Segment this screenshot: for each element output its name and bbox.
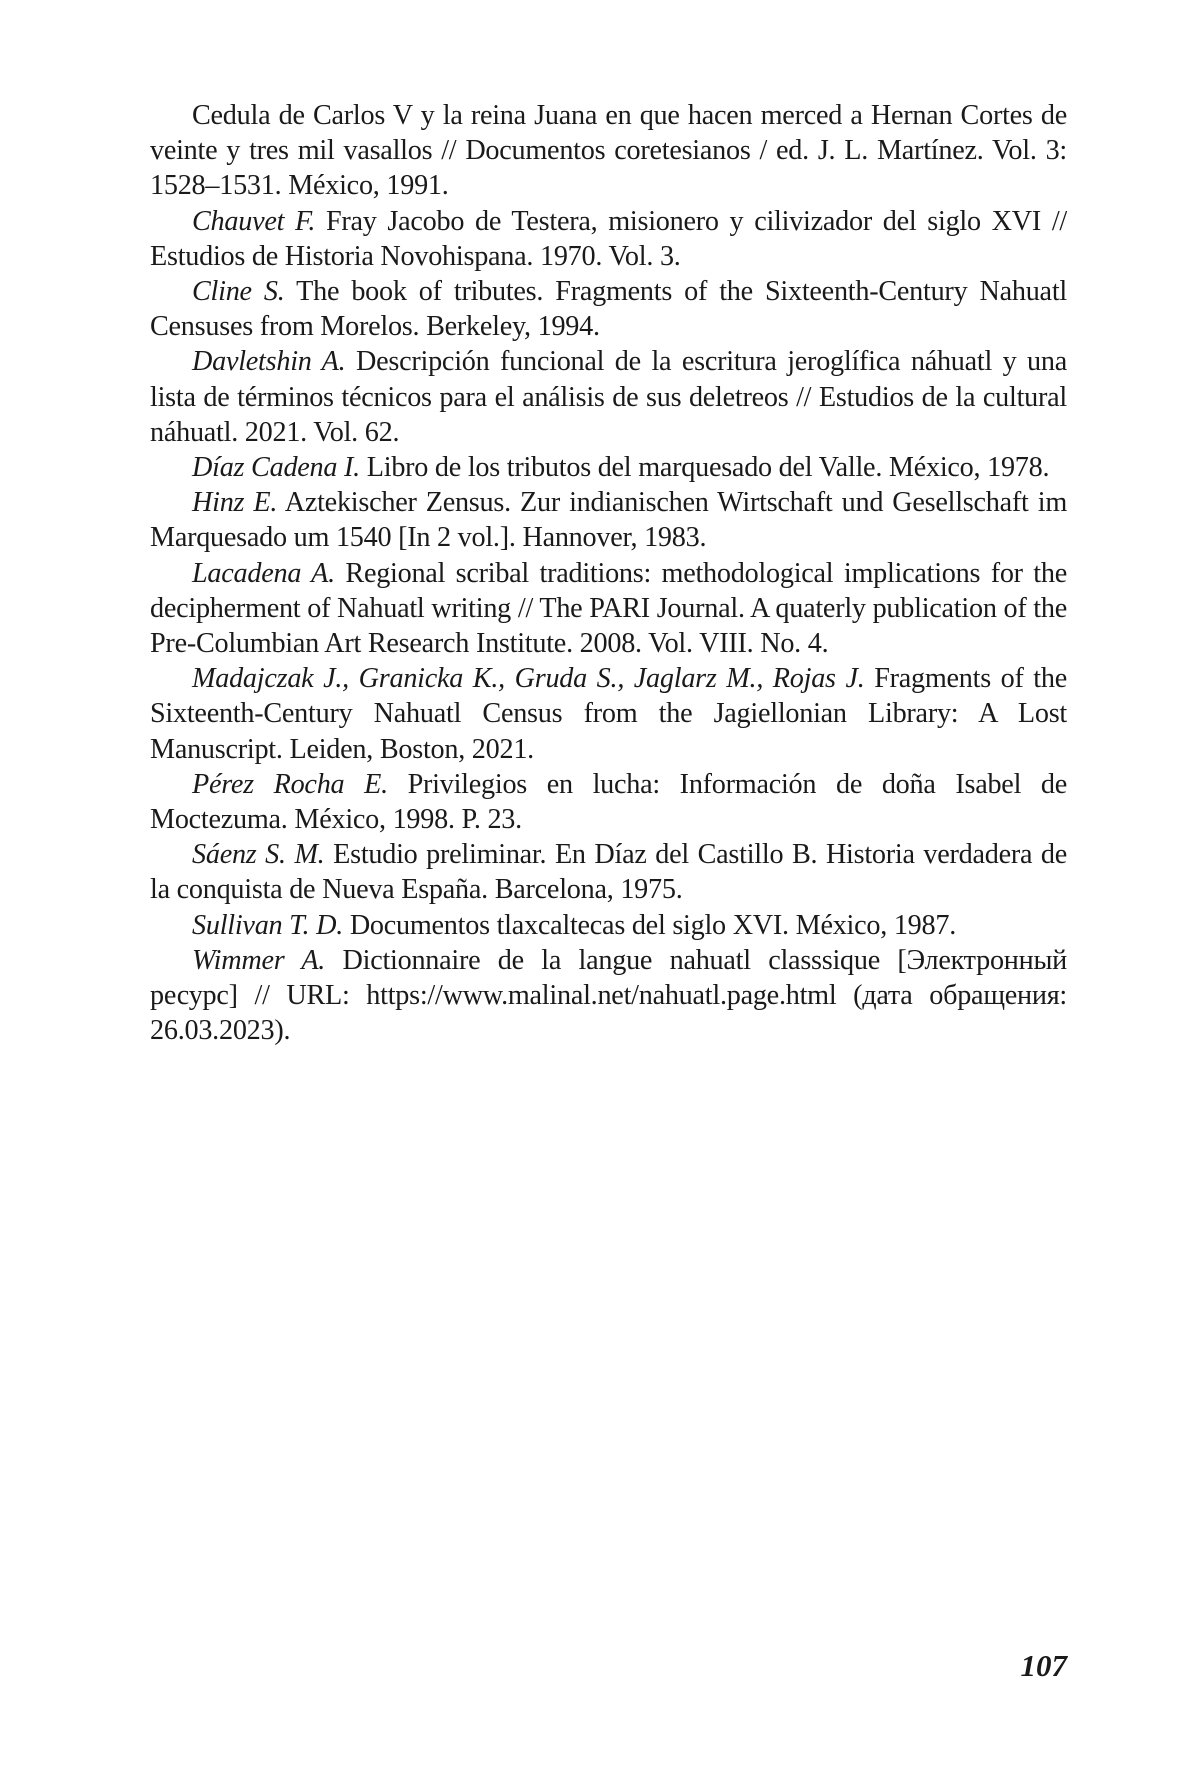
entry-author: Lacadena A. xyxy=(192,558,335,589)
entry-author: Díaz Cadena I. xyxy=(192,452,360,483)
entry-text: Privilegios en lucha: Información de doña Isabel de Moctezuma. México, 1998. P. 23. xyxy=(150,769,1067,835)
document-page xyxy=(0,0,1200,1780)
bibliography-entry xyxy=(150,204,1067,274)
entry-author: Wimmer A. xyxy=(192,945,325,976)
entry-text: Regional scribal traditions: methodological implications for the decipherment of Nahuatl writing // The PARI Journal. A quaterly publication of the Pre-Columbian Art Research Institute. 2008. Vol. VIII. No. 4. xyxy=(150,558,1067,659)
entry-author: Chauvet F. xyxy=(192,206,315,237)
bibliography-list xyxy=(150,98,1067,1048)
bibliography-entry xyxy=(150,450,1067,485)
entry-text: Libro de los tributos del marquesado del Valle. México, 1978. xyxy=(360,452,1049,483)
entry-text: Descripción funcional de la escritura jeroglífica náhuatl y una lista de términos técnicos para el análisis de sus deletreos // Estudios de la cultural náhuatl. 2021. Vol. 62. xyxy=(150,346,1067,447)
bibliography-entry xyxy=(150,556,1067,662)
bibliography-entry xyxy=(150,767,1067,837)
entry-author: Sáenz S. M. xyxy=(192,839,324,870)
entry-author: Davletshin A. xyxy=(192,346,345,377)
entry-author: Cline S. xyxy=(192,276,285,307)
entry-text: Aztekischer Zensus. Zur indianischen Wirtschaft und Gesellschaft im Marquesado um 1540 [In 2 vol.]. Hannover, 1983. xyxy=(150,487,1067,553)
entry-author: Sullivan T. D. xyxy=(192,910,343,941)
entry-text: Estudio preliminar. En Díaz del Castillo B. Historia verdadera de la conquista de Nueva España. Barcelona, 1975. xyxy=(150,839,1067,905)
entry-text: The book of tributes. Fragments of the Sixteenth-Century Nahuatl Censuses from Morelos. Berkeley, 1994. xyxy=(150,276,1067,342)
page-number: 107 xyxy=(950,1648,1067,1684)
entry-author: Pérez Rocha E. xyxy=(192,769,388,800)
entry-text: Fray Jacobo de Testera, misionero y cilivizador del siglo XVI // Estudios de Historia Novohispana. 1970. Vol. 3. xyxy=(150,206,1067,272)
bibliography-entry xyxy=(150,344,1067,450)
bibliography-entry xyxy=(150,98,1067,204)
entry-text: Fragments of the Sixteenth-Century Nahuatl Census from the Jagiellonian Library: A Lost Manuscript. Leiden, Boston, 2021. xyxy=(150,663,1067,764)
entry-text: Dictionnaire de la langue nahuatl classsique [Электронный ресурс] // URL: https://www.malinal.net/nahuatl.page.html (дата обращения: 26.03.2023). xyxy=(150,945,1067,1046)
bibliography-entry xyxy=(150,661,1067,767)
bibliography-entry xyxy=(150,908,1067,943)
entry-text: Documentos tlaxcaltecas del siglo XVI. México, 1987. xyxy=(343,910,956,941)
entry-text: Cedula de Carlos V y la reina Juana en que hacen merced a Hernan Cortes de veinte y tres mil vasallos // Documentos coretesianos / ed. J. L. Martínez. Vol. 3: 1528–1531. México, 1991. xyxy=(150,100,1067,201)
bibliography-entry xyxy=(150,485,1067,555)
entry-author: Madajczak J., Granicka K., Gruda S., Jaglarz M., Rojas J. xyxy=(192,663,865,694)
entry-author: Hinz E. xyxy=(192,487,277,518)
bibliography-entry xyxy=(150,837,1067,907)
bibliography-entry xyxy=(150,274,1067,344)
bibliography-entry xyxy=(150,943,1067,1049)
